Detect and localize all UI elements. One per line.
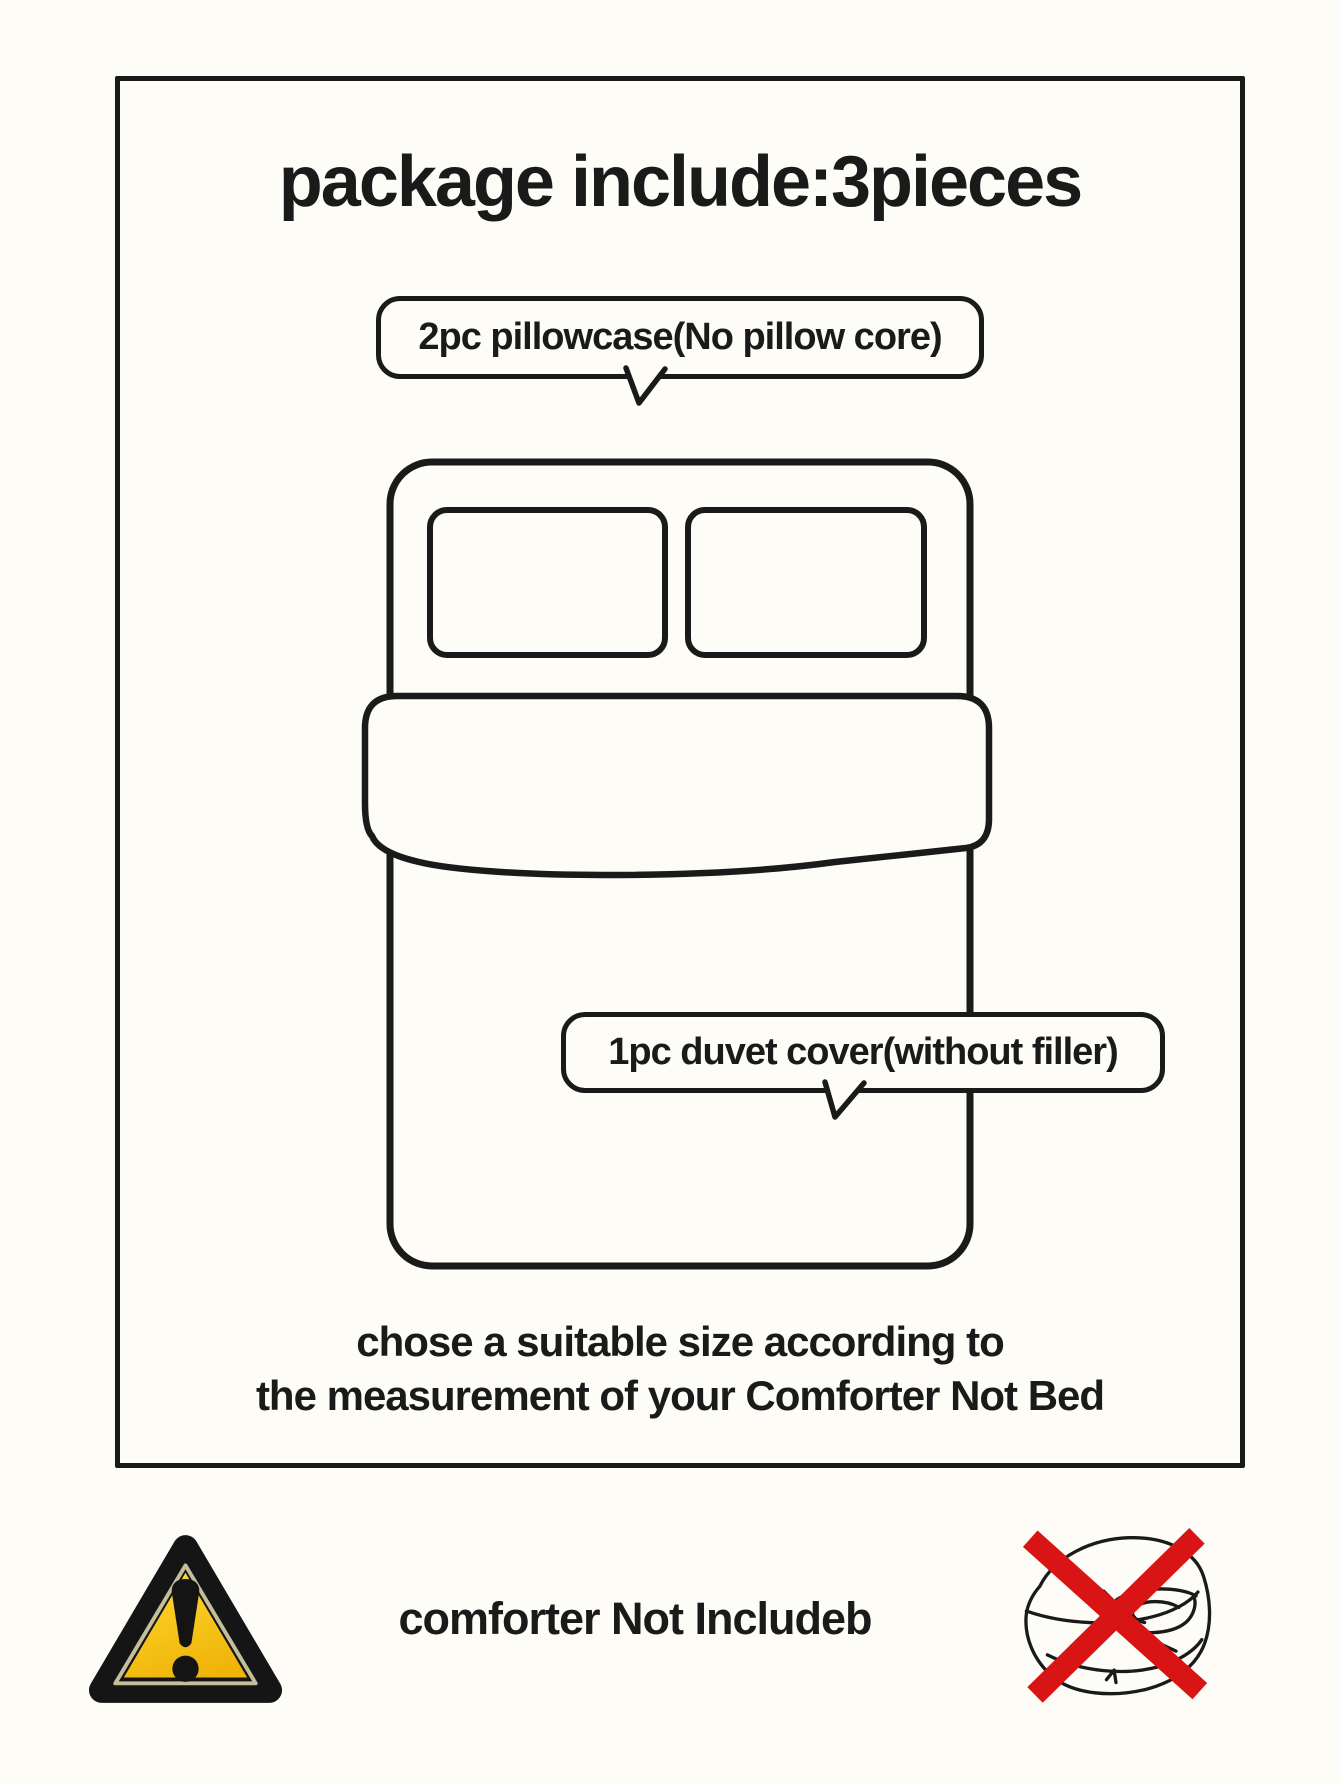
size-note-line1: chose a suitable size according to xyxy=(356,1318,1004,1365)
callout-tail-icon xyxy=(818,1082,870,1122)
duvet-callout xyxy=(561,1012,1165,1093)
crossed-comforter-icon xyxy=(998,1512,1234,1714)
pillow-left xyxy=(430,510,665,655)
size-note-line2: the measurement of your Comforter Not Bed xyxy=(255,1372,1105,1419)
warning-triangle-icon xyxy=(88,1528,283,1710)
size-note xyxy=(120,1315,1240,1423)
duvet-cover-shape xyxy=(365,696,989,875)
bed-diagram xyxy=(120,81,1240,1463)
not-included-text: comforter Not Includeb xyxy=(398,1593,872,1644)
pillow-right xyxy=(688,510,924,655)
pillowcase-callout-label: 2pc pillowcase(No pillow core) xyxy=(418,316,942,358)
callout-tail-icon xyxy=(619,368,671,408)
pillowcase-callout xyxy=(376,296,984,379)
bed-outline xyxy=(390,462,970,1266)
package-panel xyxy=(115,76,1245,1468)
panel-title: package include:3pieces xyxy=(278,142,1082,222)
duvet-callout-label: 1pc duvet cover(without filler) xyxy=(608,1031,1118,1073)
